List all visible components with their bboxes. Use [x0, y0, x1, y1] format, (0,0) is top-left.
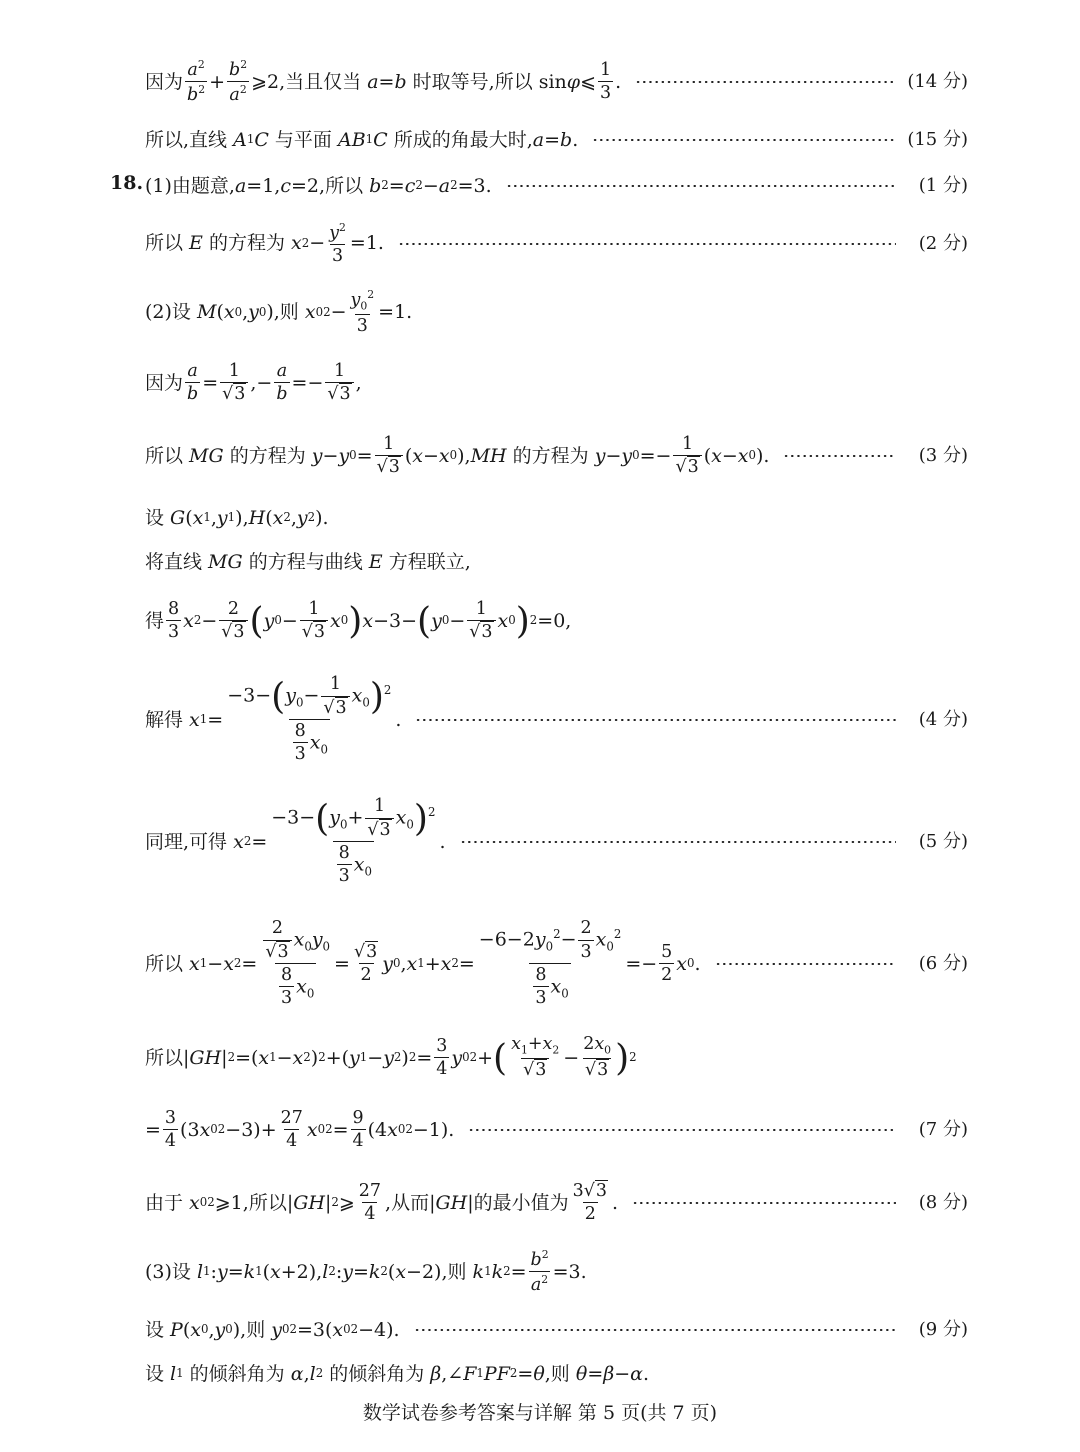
- page-footer: 数学试卷参考答案与详解 第 5 页(共 7 页): [362, 1402, 718, 1424]
- score-label: (3 分): [918, 445, 968, 466]
- answer-line: [145, 1248, 968, 1296]
- math-content: 由于 x 0 2 ⩾1,所以| GH | 2 ⩾ $\frac{27}{4}$ ,从而| GH |的最小值为 $\frac{3√3}{2}$ .: [145, 1180, 619, 1224]
- math-content: 因为 $\frac{a^2}{b^2}$ + $\frac{b^2}{a^2}$ ⩾2,当且仅当 a = b 时取等号,所以 sin φ ⩽ $\frac{1}{3}$ .: [145, 57, 622, 105]
- answer-line: [145, 912, 968, 1016]
- question-number: 18.: [110, 172, 144, 194]
- score-label: (6 分): [918, 953, 968, 974]
- math-content: 因为 $\frac{a}{b}$ = $\frac{1}{√3}$ ,− $\frac{a}{b}$ =− $\frac{1}{√3}$ ,: [145, 360, 362, 404]
- score-label: (8 分): [918, 1192, 968, 1213]
- math-content: 所以| GH | 2 =( x 1 − x 2 ) 2 +( y 1 − y 2 ) 2 = $\frac{3}{4}$ y 0 2 + ( $\frac{x_1+x_2}{√3}$ − $\frac{2x_0}{√3}$ ) 2: [145, 1034, 637, 1081]
- math-content: (1)由题意, a =1, c =2,所以 b 2 = c 2 − a 2 =3.: [145, 174, 492, 197]
- leader-dots: [783, 455, 896, 457]
- score-label: (9 分): [918, 1319, 968, 1340]
- answer-line: [145, 222, 968, 266]
- math-content: 所以 x 1 − x 2 = $\frac{2}{√3}$ $x_0y_0$ $\frac{8}{3}$ $x_0$ = $\frac{√3}{2}$ y 0 , x 1 + x 2 = $-6-2y_0^2-$ $\frac{2}{3}$ $x_0^2$ $\frac{8}{3}$ $x_0$ =− $\frac{5}{2}$ x 0 .: [145, 918, 701, 1009]
- leader-dots: [506, 185, 896, 187]
- leader-dots: [398, 243, 896, 245]
- score-label: (4 分): [918, 709, 968, 730]
- leader-dots: [415, 719, 896, 721]
- math-content: 所以,直线 A 1 C 与平面 AB 1 C 所成的角最大时, a = b .: [145, 128, 579, 151]
- answer-line: [145, 668, 968, 772]
- answer-line: [145, 1360, 968, 1388]
- answer-line: [145, 58, 968, 106]
- math-content: 所以 E 的方程为 x 2 − $\frac{y^2}{3}$ =1.: [145, 220, 384, 266]
- score-label: (2 分): [918, 233, 968, 254]
- answer-line: [145, 126, 968, 154]
- answer-line: [145, 548, 968, 576]
- leader-dots: [635, 81, 896, 83]
- answer-line: [145, 430, 968, 482]
- score-label: (14 分): [907, 71, 968, 92]
- answer-line: [145, 1316, 968, 1344]
- answer-line: [145, 172, 968, 200]
- math-content: 将直线 MG 的方程与曲线 E 方程联立,: [145, 550, 471, 573]
- math-content: = $\frac{3}{4}$ (3 x 0 2 −3)+ $\frac{27}{4}$ x 0 2 = $\frac{9}{4}$ (4 x 0 2 −1).: [145, 1107, 455, 1151]
- score-label: (5 分): [918, 831, 968, 852]
- leader-dots: [468, 1129, 896, 1131]
- leader-dots: [460, 841, 896, 843]
- math-content: (2)设 M ( x 0 , y 0 ),则 x 0 2 − $\frac{y_0^2}{3}$ =1.: [145, 288, 413, 337]
- leader-dots: [715, 963, 896, 965]
- answer-line: [145, 504, 968, 532]
- math-content: 设 P ( x 0 , y 0 ),则 y 0 2 =3( x 0 2 −4).: [145, 1318, 400, 1341]
- score-label: (15 分): [907, 129, 968, 150]
- answer-line: [145, 1030, 968, 1086]
- answer-line: [145, 290, 968, 336]
- math-content: 同理,可得 x 2 = $-3-(y_0+$ $\frac{1}{√3}$ $x_0)^2$ $\frac{8}{3}$ $x_0$ .: [145, 796, 446, 887]
- answer-line: [145, 1106, 968, 1154]
- math-content: 所以 MG 的方程为 y − y 0 = $\frac{1}{√3}$ ( x − x 0 ), MH 的方程为 y − y 0 =− $\frac{1}{√3}$ ( x − x 0 ).: [145, 433, 770, 477]
- answer-line: [145, 594, 968, 648]
- leader-dots: [632, 1202, 896, 1204]
- math-content: 解得 x 1 = $-3-(y_0-$ $\frac{1}{√3}$ $x_0)^2$ $\frac{8}{3}$ $x_0$ .: [145, 674, 402, 765]
- answer-line: [145, 1178, 968, 1228]
- answer-line: [145, 790, 968, 894]
- score-label: (7 分): [918, 1119, 968, 1140]
- leader-dots: [592, 139, 896, 141]
- math-content: 设 l 1 的倾斜角为 α , l 2 的倾斜角为 β ,∠ F 1 PF 2 = θ ,则 θ = β − α .: [145, 1362, 650, 1385]
- leader-dots: [414, 1329, 896, 1331]
- math-content: (3)设 l 1 : y = k 1 ( x +2), l 2 : y = k 2 ( x −2),则 k 1 k 2 = $\frac{b^2}{a^2}$ =3.: [145, 1247, 587, 1295]
- math-content: 设 G ( x 1 , y 1 ), H ( x 2 , y 2 ).: [145, 506, 329, 529]
- score-label: (1 分): [918, 175, 968, 196]
- answer-line: [145, 358, 968, 408]
- math-content: 得 $\frac{8}{3}$ x 2 − $\frac{2}{√3}$ ( y 0 − $\frac{1}{√3}$ x 0 ) x −3− ( y 0 − $\frac{1}{√3}$ x 0 ) 2 =0,: [145, 598, 572, 642]
